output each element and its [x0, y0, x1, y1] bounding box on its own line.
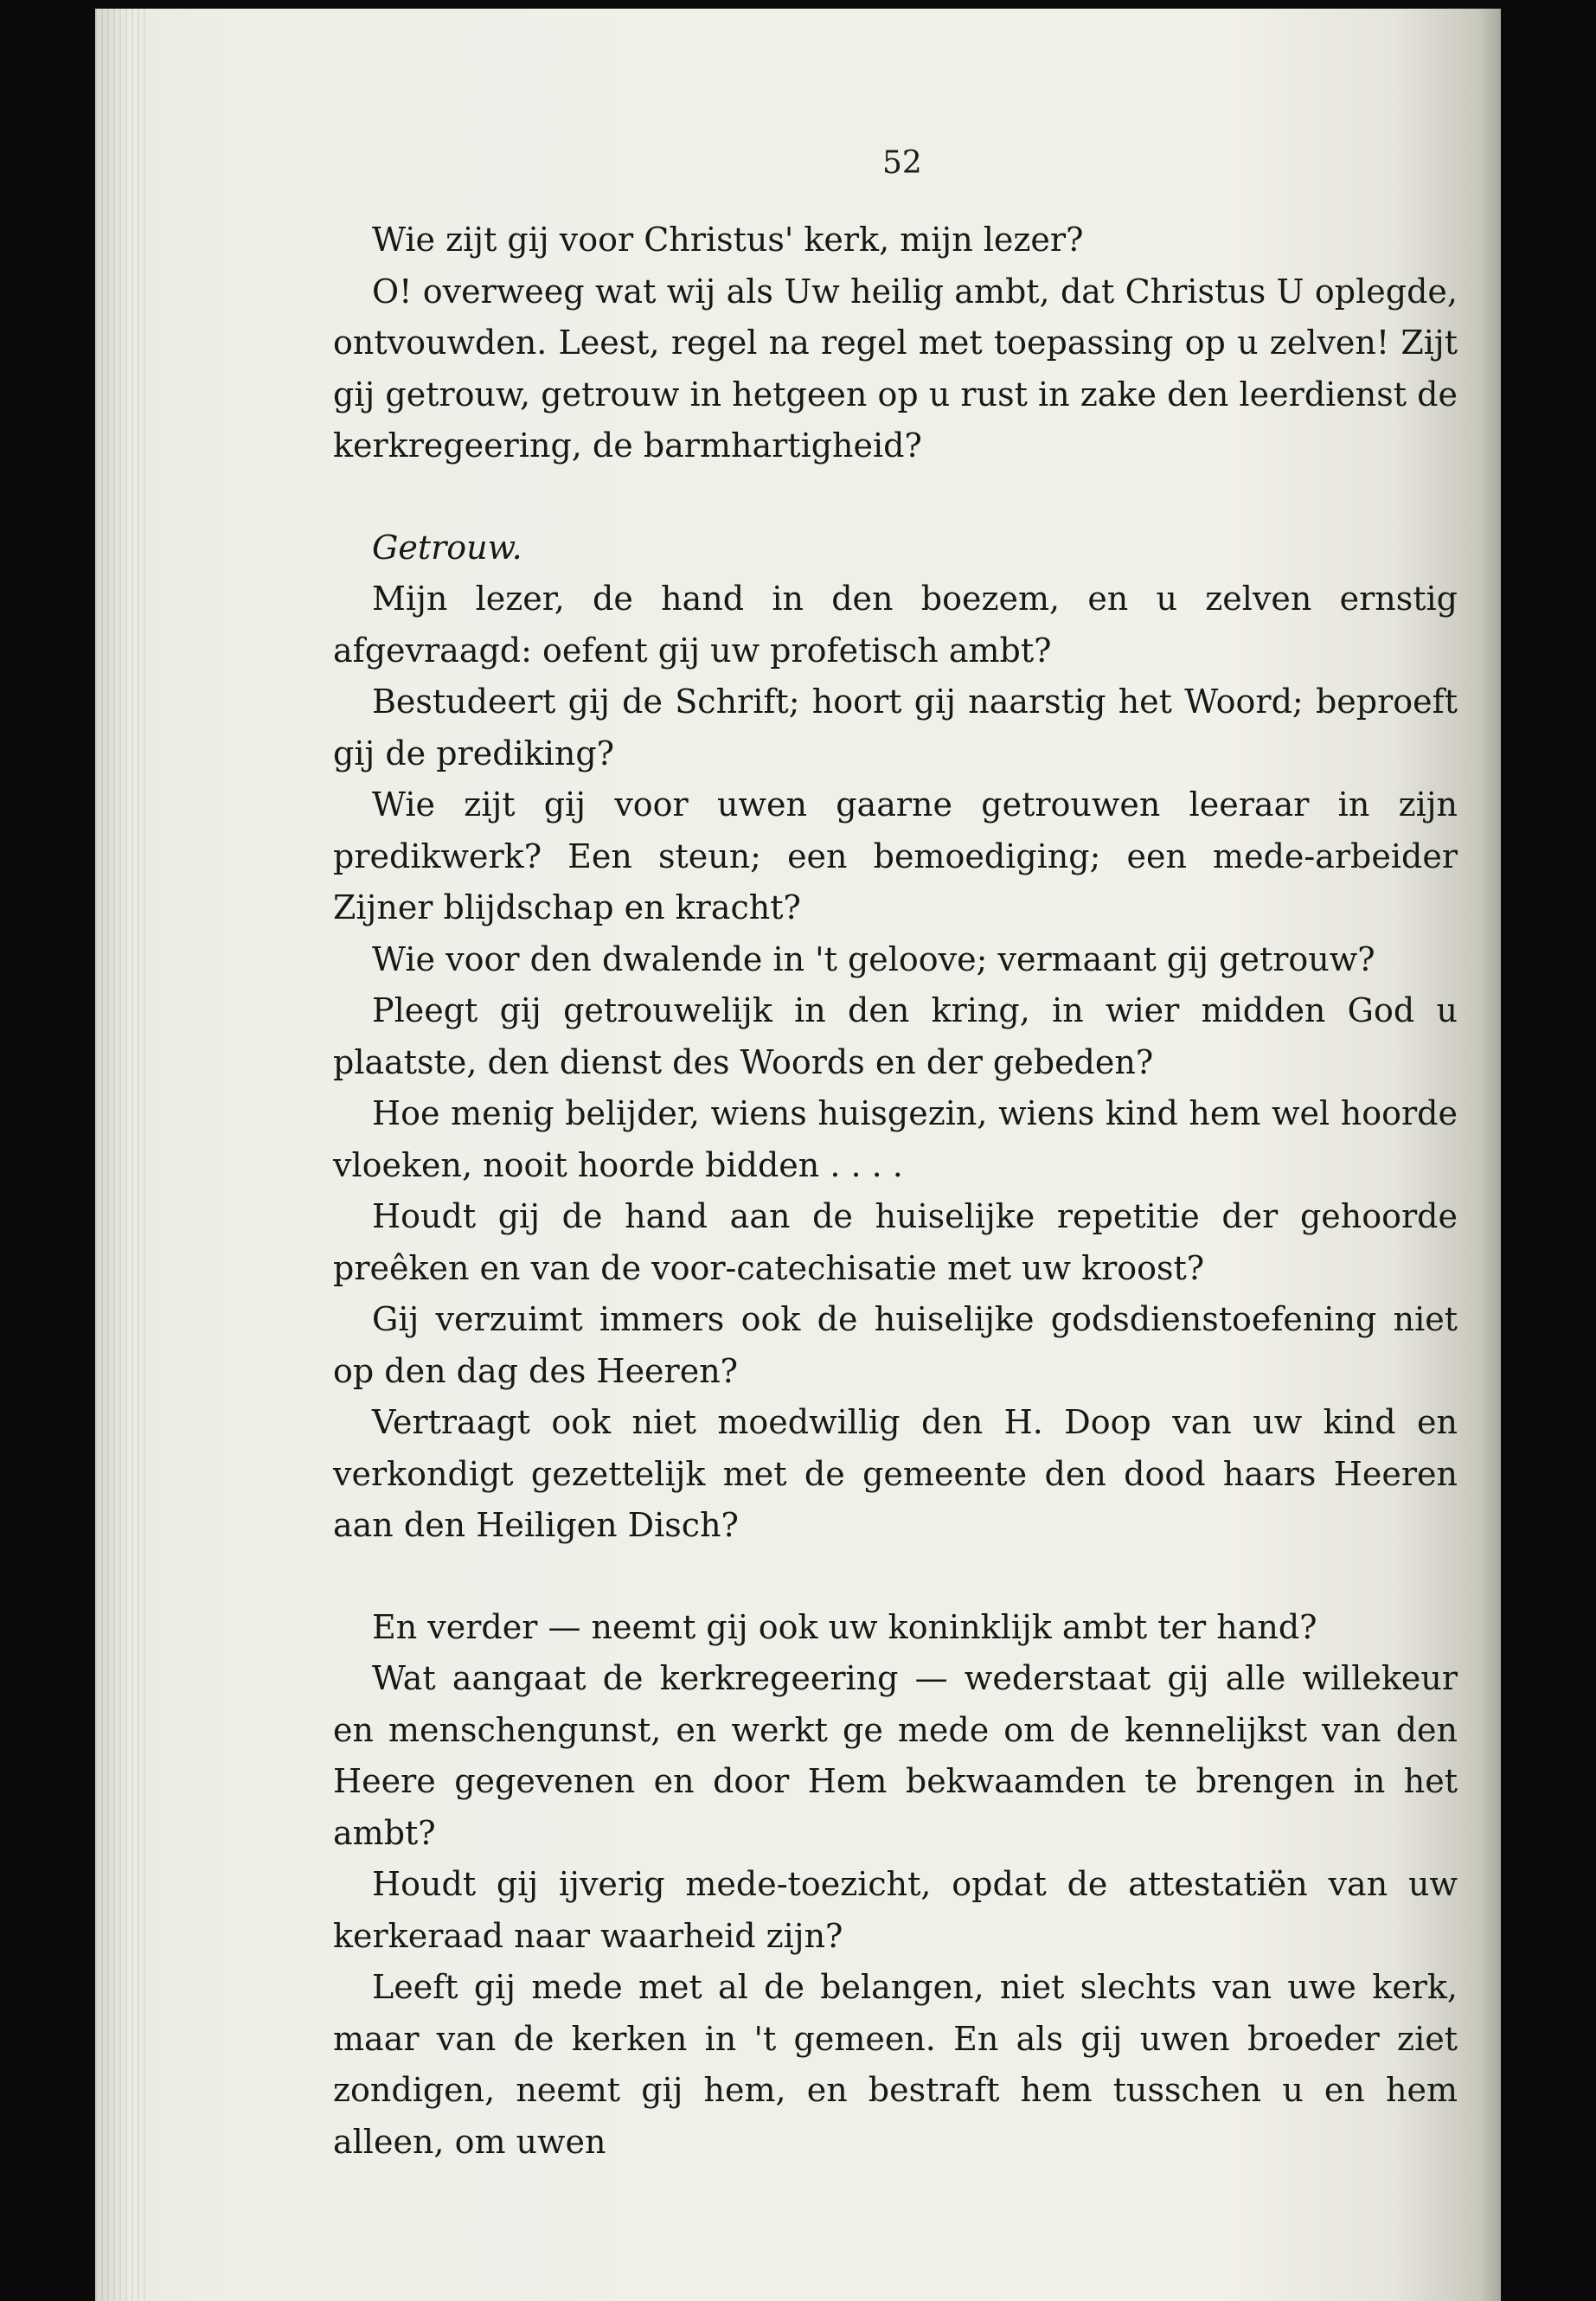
paragraph-gap	[333, 1552, 1458, 1602]
paragraph: Leeft gij mede met al de belangen, niet slechts van uwe kerk, maar van de kerken in 't gemeen. En als gij uwen broeder ziet zondigen, neemt gij hem, en bestraft hem tusschen u en hem alleen, om uwen	[333, 1968, 1458, 2161]
paragraph: Wie voor den dwalende in 't geloove; vermaant gij getrouw?	[372, 939, 1375, 978]
body-text	[333, 215, 1458, 2168]
paragraph: Gij verzuimt immers ook de huiselijke godsdienstoefening niet op den dag des Heeren?	[333, 1300, 1458, 1390]
paragraph: O! overweeg wat wij als Uw heilig ambt, dat Christus U oplegde, ontvouwden. Leest, regel na regel met toepassing op u zelven! Zijt gij getrouw, getrouw in hetgeen op u rust in zake den leerdienst de kerkregeering, de barmhartigheid?	[333, 272, 1458, 465]
paragraph: Wie zijt gij voor Christus' kerk, mijn lezer?	[372, 221, 1084, 259]
paragraph-gap	[333, 472, 1458, 522]
section-heading: Getrouw.	[372, 528, 522, 567]
paragraph: Vertraagt ook niet moedwillig den H. Doop van uw kind en verkondigt gezettelijk met de gemeente den dood haars Heeren aan den Heiligen Disch?	[333, 1403, 1458, 1544]
paragraph: Bestudeert gij de Schrift; hoort gij naarstig het Woord; beproeft gij de prediking?	[333, 683, 1458, 772]
paragraph: Wat aangaat de kerkregeering — wederstaat gij alle willekeur en menschengunst, en werkt ge mede om de kennelijkst van den Heere gegevenen en door Hem bekwaamden te brengen in het ambt?	[333, 1659, 1458, 1852]
paragraph: Wie zijt gij voor uwen gaarne getrouwen leeraar in zijn predikwerk? Een steun; een bemoediging; een mede-arbeider Zijner blijdschap en kracht?	[333, 785, 1458, 926]
paragraph: Houdt gij de hand aan de huiselijke repetitie der gehoorde preêken en van de voor-catechisatie met uw kroost?	[333, 1197, 1458, 1287]
page-stack-edge	[95, 9, 147, 2301]
paragraph: Hoe menig belijder, wiens huisgezin, wiens kind hem wel hoorde vloeken, nooit hoorde bidden . . . .	[333, 1094, 1458, 1184]
paragraph: En verder — neemt gij ook uw koninklijk ambt ter hand?	[372, 1607, 1317, 1646]
paragraph: Pleegt gij getrouwelijk in den kring, in wier midden God u plaatste, den dienst des Woords en der gebeden?	[333, 991, 1458, 1081]
paragraph: Mijn lezer, de hand in den boezem, en u zelven ernstig afgevraagd: oefent gij uw profetisch ambt?	[333, 580, 1458, 670]
page-number: 52	[882, 145, 922, 181]
paragraph: Houdt gij ijverig mede-toezicht, opdat de attestatiën van uw kerkeraad naar waarheid zijn?	[333, 1865, 1458, 1955]
